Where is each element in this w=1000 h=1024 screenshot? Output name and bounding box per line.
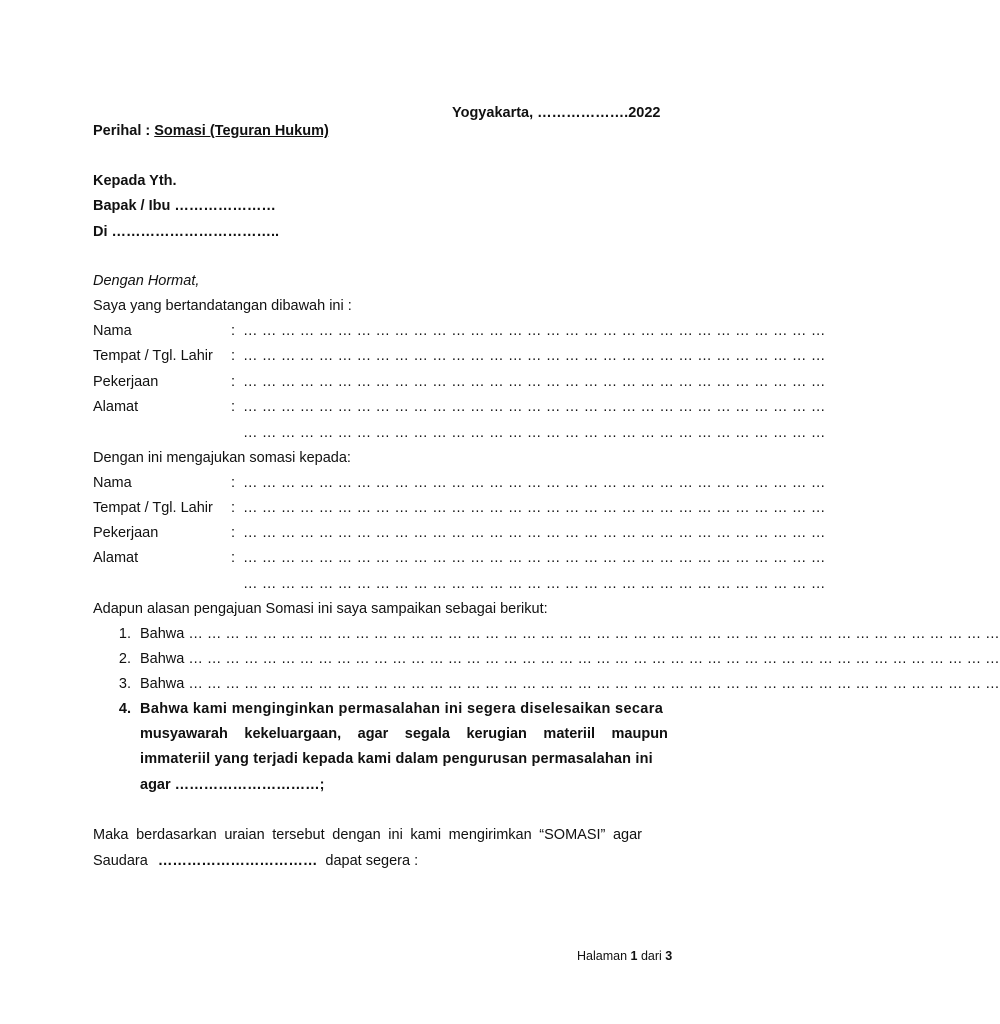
reason-4-line-2: musyawarah kekeluargaan, agar segala kerugian materiil maupun (140, 726, 668, 742)
reasons-intro: Adapun alasan pengajuan Somasi ini saya sampaikan sebagai berikut: (93, 601, 548, 617)
greeting: Dengan Hormat, (93, 273, 200, 289)
target-intro: Dengan ini mengajukan somasi kepada: (93, 450, 351, 466)
letter-page: Yogyakarta, ……………….2022 Perihal : Somasi (Teguran Hukum) Kepada Yth. Bapak / Ibu ………………… Di …………………………….. Dengan Hormat, Saya yang bertandatangan dibawah ini : Nama : … … … … … … … … … … … … … … … … … … … … … … … … … … … … … … … Tempat / Tgl. Lahir : … … … … … … … … … … … … … … … … … … … … … … … … … … … … … … … Pekerjaan : … … … … … … … … … … … … … … … … … … … … … … … … … … … … … … … Alamat : … … … … … … … … … … … … … … … … … … … … … … … … … … … … … … … … … … … … … … … … … … … … … … … … … … … … … … … … … … … … … … Dengan ini mengajukan somasi kepada: Nama : … … … … … … … … … … … … … … … … … … … … … … … … … … … … … … … Tempat / Tgl. Lahir : … … … … … … … … … … … … … … … … … … … … … … … … … … … … … … … Pekerjaan : … … … … … … … … … … … … … … … … … … … … … … … … … … … … … … … Alamat : … … … … … … … … … … … … … … … … … … … … … … … … … … … … … … … … … … … … … … … … … … … … … … … … … … … … … … … … … … … … … … Adapun alasan pengajuan Somasi ini saya sampaikan sebagai berikut: 1. Bahwa … … … … … … … … … … … … … … … … … … … … … … … … … … … … … … … … … … … … … … … … … … … … 2. Bahwa … … … … … … … … … … … … … … … … … … … … … … … … … … … … … … … … … … … … … … … … … … … … 3. Bahwa … … … … … … … … … … … … … … … … … … … … … … … … … … … … … … … … … … … … … … … … … … … … 4. Bahwa kami menginginkan permasalahan ini segera diselesaikan secara musyawarah kekeluargaan, agar segala kerugian materiil maupun immateriil yang terjadi kepada kami dalam pengurusan permasalahan ini agar …………………………; Maka berdasarkan uraian tersebut dengan ini kami mengirimkan “SOMASI” agar Saudara …………………………… dapat segera : Halaman 1 dari 3 (93, 105, 1000, 963)
subject-label: Perihal : (93, 123, 151, 139)
reason-4-number: 4. (118, 701, 131, 717)
recipient-name: Bapak / Ibu ………………… (93, 198, 276, 214)
page-footer: Halaman 1 dari 3 (577, 949, 673, 963)
subject-line (93, 121, 329, 141)
recipient-salutation: Kepada Yth. (93, 173, 177, 189)
closing-line-2: Saudara …………………………… dapat segera : (93, 853, 419, 869)
reason-4-line-4: agar …………………………; (140, 777, 325, 793)
sender-intro: Saya yang bertandatangan dibawah ini : (93, 298, 352, 314)
place-date: Yogyakarta, ……………….2022 (452, 105, 661, 121)
reason-4-line-3: immateriil yang terjadi kepada kami dalam pengurusan permasalahan ini (140, 751, 653, 767)
reason-4-line-1: Bahwa kami menginginkan permasalahan ini segera diselesaikan secara (140, 701, 664, 717)
recipient-location: Di …………………………….. (93, 224, 280, 240)
closing-line-1: Maka berdasarkan uraian tersebut dengan ini kami mengirimkan “SOMASI” agar (93, 827, 643, 843)
subject-value: Somasi (Teguran Hukum) (154, 123, 329, 139)
